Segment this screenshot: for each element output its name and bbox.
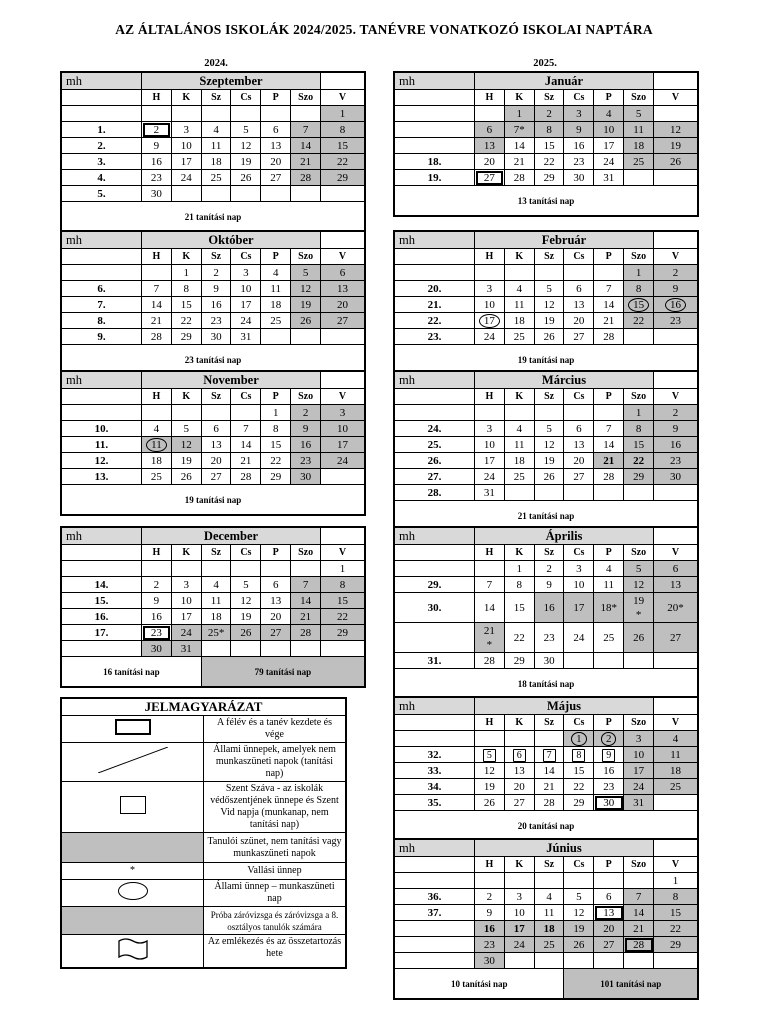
month-name: Június [475,840,654,857]
month-footer: 20 tanítási nap [395,811,698,841]
month-name: November [142,372,321,389]
legend-item: Az emlékezés és az összetartozás hete [204,935,346,968]
month-footer: 13 tanítási nap [395,186,698,216]
month-name: Január [475,73,654,90]
legend-item: Állami ünnep – munkaszüneti nap [204,880,346,907]
month-name: Október [142,232,321,249]
month-february: mh Február H K Sz Cs P Szo V 1 2 20. 3 4 5 6 7 8 9 21. 10 11 12 13 14 15 16 22. 17 18 19 20 21 22 23 23. 24 25 26 27 28 19 tanítási nap [393,230,699,376]
diagonal-line-icon [98,747,168,773]
month-footer: 16 tanítási nap [62,657,202,687]
page-title: AZ ÁLTALÁNOS ISKOLÁK 2024/2025. TANÉVRE VONATKOZÓ ISKOLAI NAPTÁRA [115,22,653,37]
month-october: mh Október H K Sz Cs P Szo V 1 2 3 4 5 6 6. 7 8 9 10 11 12 13 7. 14 15 16 17 18 19 20 8. 21 22 23 24 25 26 27 9. 28 29 30 31 23 tanítási nap [60,230,366,376]
legend-item: Állami ünnepek, amelyek nem munkaszüneti napok (tanítási nap) [204,743,346,782]
legend-item: Tanulói szünet, nem tanítási vagy munkaszüneti napok [204,833,346,863]
month-footer: 21 tanítási nap [395,501,698,531]
semester-total: 79 tanítási nap [201,657,364,687]
month-april: mh Április H K Sz Cs P Szo V 1 2 3 4 5 6 29. 7 8 9 10 11 12 13 30. 14 15 16 17 18* 19 * 20* 21 * 22 23 24 25 26 27 31. 28 29 30 18 tanítási nap [393,526,699,700]
month-name: Május [475,698,654,715]
square-symbol-icon [120,796,146,814]
year-total: 101 tanítási nap [564,969,698,999]
month-march: mh Március H K Sz Cs P Szo V 1 2 24. 3 4 5 6 7 8 9 25. 10 11 12 13 14 15 16 26. 17 18 19 20 21 22 23 27. 24 25 26 27 28 29 30 28. 31 21 tanítási nap [393,370,699,532]
legend-item: Szent Száva - az iskolák védőszentjének ünnepe és Szent Vid napja (munkanap, nem tanítási nap) [204,782,346,833]
box-symbol-icon [115,719,151,735]
month-footer: 23 tanítási nap [62,345,365,375]
year-left: 2024. [204,58,228,69]
legend-item: Próba záróvizsga és záróvizsga a 8. osztályos tanulók számára [204,907,346,935]
month-footer: 21 tanítási nap [62,202,365,232]
month-name: Szeptember [142,73,321,90]
mh-label: mh [62,73,142,90]
month-december: mh December H K Sz Cs P Szo V 1 14. 2 3 4 5 6 7 8 15. 9 10 11 12 13 14 15 16. 16 17 18 19 20 21 22 17. 23 24 25* 26 27 28 29 30 31 16 tanítási nap 79 tanítási nap [60,526,366,688]
month-name: Március [475,372,654,389]
star-symbol: * [62,863,204,880]
month-footer: 10 tanítási nap [395,969,564,999]
month-september: mh Szeptember H K Sz Cs P Szo V 1 1. 2 3 4 5 6 7 8 2. 9 10 11 12 13 14 15 3. 16 17 18 19 20 21 22 4. 23 24 25 26 27 28 29 5. 30 21 tanítási nap [60,71,366,233]
month-footer: 19 tanítási nap [395,345,698,375]
flag-symbol-icon [116,937,150,961]
month-november: mh November H K Sz Cs P Szo V 1 2 3 10. 4 5 6 7 8 9 10 11. 11 12 13 14 15 16 17 12. 18 19 20 21 22 23 24 13. 25 26 27 28 29 30 19 tanítási nap [60,370,366,516]
month-footer: 19 tanítási nap [62,485,365,515]
year-right: 2025. [533,58,557,69]
month-may: mh Május H K Sz Cs P Szo V 1 2 3 4 32. 5 6 7 8 9 10 11 33. 12 13 14 15 16 17 18 34. 19 20 21 22 23 24 25 35. 26 27 28 29 30 31 20 tanítási nap [393,696,699,842]
month-name: Február [475,232,654,249]
legend-item: Vallási ünnep [204,863,346,880]
legend-item: A félév és a tanév kezdete és vége [204,716,346,743]
month-june: mh Június H K Sz Cs P Szo V 1 36. 2 3 4 5 6 7 8 37. 9 10 11 12 13 14 15 16 17 18 19 20 21 22 23 24 25 26 27 28 29 30 10 tanítási nap 101 tanítási nap [393,838,699,1000]
month-name: Április [475,528,654,545]
month-january: mh Január H K Sz Cs P Szo V 1 2 3 4 5 6 7* 8 9 10 11 12 13 14 15 16 17 18 19 18. 20 21 22 23 24 25 26 19. 27 28 29 30 31 13 tanítási nap [393,71,699,217]
legend [60,697,347,969]
legend-title: JELMAGYARÁZAT [62,699,346,716]
oval-symbol-icon [118,882,148,900]
month-name: December [142,528,321,545]
month-footer: 18 tanítási nap [395,669,698,699]
